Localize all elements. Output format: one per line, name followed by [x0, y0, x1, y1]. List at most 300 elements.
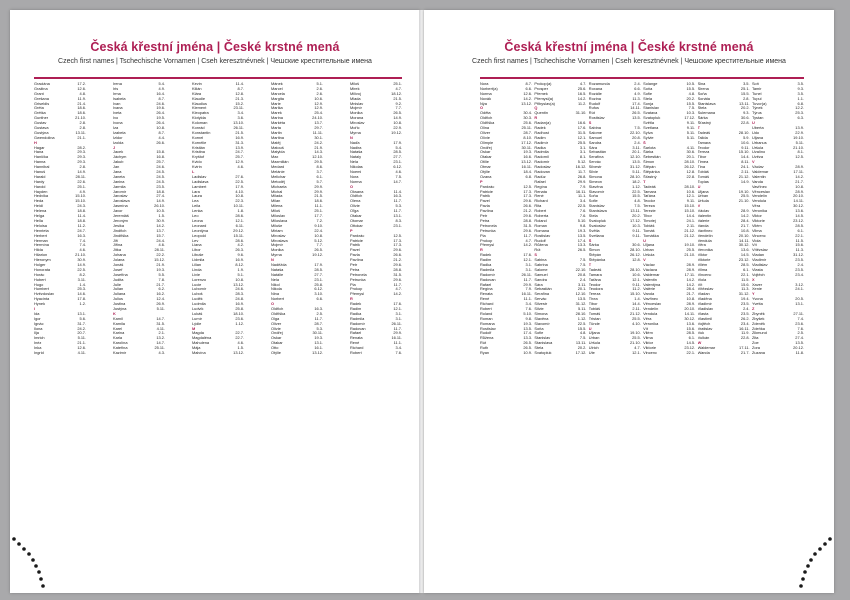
nameday-date: 28.10. — [629, 267, 641, 272]
name-text: Michal — [271, 189, 283, 194]
name-text: Štěpánka — [588, 258, 606, 263]
name-text: Irena — [113, 82, 122, 86]
nameday-date: 7.6. — [579, 214, 587, 219]
nameday-date: 19.3. — [314, 336, 323, 341]
nameday-date: 8.12. — [235, 262, 244, 267]
name-text: Leila — [192, 204, 201, 209]
name-text: Leo — [192, 214, 199, 219]
nameday-date: 12.5. — [523, 184, 532, 189]
name-entry — [698, 351, 750, 356]
nameday-date: 14.5. — [686, 341, 696, 346]
name-text: Přibyslav(a) — [534, 101, 555, 106]
nameday-date: 7.6. — [525, 306, 532, 311]
name-text: Nikola — [271, 287, 282, 292]
name-text: Kateřina — [113, 346, 128, 351]
nameday-date: 7.5. — [579, 258, 587, 263]
nameday-date: 21.9. — [156, 262, 165, 267]
name-text: Jaromír — [113, 189, 127, 194]
name-text: Heda — [34, 199, 44, 204]
nameday-date: 12.10. — [312, 155, 323, 160]
nameday-date: 12.1. — [686, 194, 696, 199]
nameday-date: 24.8. — [235, 297, 244, 302]
name-text: Vavřinec — [751, 184, 767, 189]
name-text: X — [751, 277, 755, 282]
nameday-date: 15.2. — [235, 101, 244, 106]
name-text: Uvalíno — [751, 150, 766, 155]
nameday-date: 3.11. — [578, 282, 587, 287]
name-text: Petr — [350, 262, 358, 267]
nameday-date: 8.10. — [523, 135, 532, 140]
nameday-date: 5.4. — [158, 82, 165, 86]
name-text: Stanislav — [588, 204, 605, 209]
name-text: Julie — [113, 282, 122, 287]
nameday-date: 10.8. — [686, 297, 696, 302]
name-text: Martina — [271, 135, 284, 140]
nameday-date: 30.6. — [686, 150, 696, 155]
nameday-date: 26.6. — [156, 140, 165, 145]
name-text: Roman — [480, 316, 493, 321]
nameday-date: 18.8. — [156, 189, 165, 194]
name-text: Oksana — [350, 189, 364, 194]
nameday-date: 14.2. — [393, 292, 402, 297]
name-text: Judita — [113, 277, 124, 282]
nameday-date: 21.5. — [314, 194, 323, 199]
nameday-date: 14.5. — [740, 253, 750, 258]
nameday-date: 31.7. — [77, 321, 86, 326]
name-text: Petr — [480, 214, 488, 219]
nameday-date: 14.11. — [739, 238, 750, 243]
nameday-date: 15.10. — [75, 199, 86, 204]
nameday-date: 13.9. — [235, 145, 244, 150]
nameday-date: 7.9. — [525, 287, 532, 292]
nameday-date: 18.12. — [391, 91, 402, 96]
name-text: Jaroslav — [113, 194, 128, 199]
nameday-date: 12.9. — [235, 160, 244, 165]
nameday-date: 14.4. — [632, 302, 641, 307]
nameday-date: 14.5. — [795, 214, 804, 219]
nameday-date: 5.5. — [158, 272, 165, 277]
name-text: Silvestr — [534, 302, 548, 307]
name-text: Jana — [113, 170, 122, 175]
name-text: Justina — [113, 302, 126, 307]
name-text: Hieronym — [34, 258, 51, 263]
name-text: Mirek — [350, 86, 360, 91]
name-text: Inéz — [34, 341, 42, 346]
name-text: Vincenc — [643, 350, 657, 355]
name-text: Zikmund — [751, 331, 767, 336]
name-text: H — [34, 140, 37, 145]
name-text: Šimon — [588, 248, 600, 253]
nameday-date: 22.7. — [235, 336, 244, 341]
name-text: Norma — [480, 91, 492, 96]
name-text: T — [697, 126, 700, 131]
name-text: Grétka — [34, 111, 46, 116]
name-text: Naďa — [350, 140, 360, 145]
nameday-date: 13.5. — [632, 160, 641, 165]
nameday-date: 31.10. — [575, 111, 587, 116]
nameday-date: 13.6. — [740, 248, 750, 253]
nameday-date: 27.7. — [393, 155, 402, 160]
name-text: Livie — [192, 272, 201, 277]
name-text: Prokop — [480, 238, 493, 243]
name-text: Monika — [271, 248, 284, 253]
nameday-date: 16.9. — [235, 302, 244, 307]
name-text: Šťastný — [643, 174, 657, 179]
name-text: Simeon — [588, 179, 602, 184]
name-text: Markéta — [271, 121, 286, 126]
name-text: Nataša — [350, 150, 363, 155]
nameday-date: 28.10. — [575, 311, 587, 316]
name-text: Veronika — [751, 209, 768, 214]
nameday-date: 4.9. — [634, 91, 641, 96]
nameday-date: 5.1. — [237, 272, 244, 277]
nameday-date: 21.2. — [393, 258, 402, 263]
nameday-date: 6.8. — [525, 174, 532, 179]
nameday-date: 12.1. — [632, 350, 641, 355]
name-text: P — [480, 179, 483, 184]
name-text: Xaver — [751, 282, 763, 287]
left-page — [10, 10, 420, 593]
nameday-date: 12.9. — [314, 106, 323, 111]
name-text: Viktor — [643, 341, 654, 346]
nameday-date: 12.1. — [235, 218, 244, 223]
name-text: Samuel — [588, 135, 602, 140]
nameday-date: 25.7. — [235, 155, 244, 160]
nameday-date: 20.7. — [77, 331, 86, 336]
nameday-date: 21.12. — [738, 174, 750, 179]
nameday-date: 1.4. — [634, 297, 641, 302]
nameday-date: 16.9. — [235, 258, 244, 263]
name-text: Gréta — [34, 106, 44, 111]
nameday-date: 10.6. — [314, 96, 323, 101]
nameday-date: 3.1. — [395, 311, 402, 316]
name-text: Šťastný — [697, 121, 711, 126]
name-text: P — [350, 228, 353, 233]
name-text: Lýdie — [192, 321, 202, 326]
nameday-date: 10.8. — [393, 121, 402, 126]
nameday-date: 29.6. — [393, 248, 402, 253]
name-text: Otýlie — [480, 170, 490, 175]
nameday-date: 24.5. — [156, 179, 165, 184]
name-text: Štěpán — [588, 253, 602, 258]
name-text: Stela — [588, 214, 598, 219]
nameday-date: 4.9. — [158, 86, 165, 91]
nameday-date: 11.2. — [632, 287, 641, 292]
name-text: Tobiáš — [588, 306, 601, 311]
name-text: Kamil — [113, 316, 123, 321]
name-text: Imrich — [34, 336, 45, 341]
nameday-date: 3.12. — [795, 282, 804, 287]
name-text: Jitka — [113, 248, 121, 253]
name-text: Helena — [34, 209, 47, 214]
nameday-date: 17.3. — [523, 194, 532, 199]
name-text: S — [534, 253, 537, 258]
name-text: Tibor — [588, 302, 598, 307]
name-text: Mlada — [350, 96, 361, 101]
nameday-date: 8.3. — [395, 218, 402, 223]
name-text: Ida — [34, 311, 40, 316]
nameday-date: 22.2. — [156, 253, 165, 258]
name-text: Hugo — [34, 282, 44, 287]
nameday-date: 21.7. — [686, 292, 696, 297]
nameday-date: 20.12. — [793, 346, 804, 351]
name-text: Tupul — [751, 96, 762, 101]
name-text: Oliver — [480, 130, 491, 135]
nameday-date: 23.4. — [795, 272, 804, 277]
nameday-date: 22.5. — [77, 267, 86, 272]
name-text: Gunther — [34, 116, 49, 121]
name-text: Urban — [643, 248, 654, 253]
name-text: Stela — [643, 96, 653, 101]
name-text: Nina — [271, 292, 280, 297]
nameday-date: 29.9. — [577, 179, 587, 184]
nameday-date: 3.1. — [395, 316, 402, 321]
nameday-date: 21.7. — [740, 350, 750, 355]
nameday-date: 1.12. — [235, 321, 244, 326]
nameday-date: 5.11. — [632, 170, 641, 175]
name-text: Samuel — [534, 272, 548, 277]
nameday-date: 16.11. — [521, 165, 532, 170]
name-text: Solange — [643, 82, 658, 86]
name-text: Gustýna — [34, 130, 49, 135]
name-text: Terezie — [643, 209, 656, 214]
nameday-date: 8.1. — [797, 150, 804, 155]
name-text: Tamara — [588, 272, 602, 277]
name-text: Hana — [34, 150, 44, 155]
nameday-date: 5.11. — [686, 130, 696, 135]
nameday-date: 4.10. — [235, 189, 244, 194]
name-text: Rozamunda — [588, 82, 610, 86]
nameday-date: 21.12. — [684, 228, 696, 233]
nameday-date: 23.5. — [795, 258, 804, 263]
name-text: Hanuš — [34, 170, 46, 175]
nameday-date: 17.11. — [793, 170, 804, 175]
name-text: Roman — [534, 223, 547, 228]
name-text: Tibor — [697, 155, 707, 160]
name-text: Jaroslava — [113, 199, 130, 204]
nameday-date: 29.9. — [314, 189, 323, 194]
name-entry — [643, 351, 695, 356]
nameday-date: 20.1. — [632, 150, 641, 155]
nameday-date: 24.1. — [795, 287, 804, 292]
name-text: Janina — [113, 179, 125, 184]
nameday-date: 7.6. — [395, 350, 402, 355]
name-text: Lev — [192, 238, 199, 243]
name-text: Koloman — [192, 121, 208, 126]
name-text: Václav — [751, 165, 764, 170]
name-text: Julius — [113, 297, 123, 302]
nameday-date: 10.3. — [632, 223, 641, 228]
name-text: Tereza — [643, 204, 655, 209]
name-text: Jonáš — [113, 262, 124, 267]
name-text: Radek — [350, 302, 362, 307]
nameday-date: 8.1. — [579, 155, 587, 160]
nameday-date: 22.5. — [632, 189, 641, 194]
nameday-date: 14.7. — [393, 179, 402, 184]
name-column — [589, 82, 641, 581]
nameday-date: 7.8. — [158, 277, 165, 282]
nameday-date: 3.11. — [77, 277, 86, 282]
name-text: Vladan — [751, 253, 765, 258]
binding-holes-left — [10, 530, 70, 593]
name-text: Grant — [34, 91, 44, 96]
nameday-date: 22.9. — [393, 126, 402, 131]
nameday-date: 30.11. — [312, 331, 323, 336]
name-text: Romana — [534, 228, 550, 233]
name-text: Roland — [534, 218, 547, 223]
nameday-date: 29.12. — [233, 228, 244, 233]
name-text: Urban — [697, 194, 709, 199]
name-text: Rudolf — [588, 101, 601, 106]
name-text: Ondřej — [271, 331, 283, 336]
name-text: Melánie — [271, 170, 285, 175]
name-text: Radimír — [534, 140, 549, 145]
name-entry — [534, 351, 586, 356]
nameday-date: 16.2. — [156, 292, 165, 297]
name-text: Rita — [534, 204, 542, 209]
nameday-date: 29.6. — [523, 228, 532, 233]
name-text: Vavřinec — [697, 228, 713, 233]
name-text: Nadira — [350, 145, 362, 150]
name-text: Jan — [113, 165, 120, 170]
nameday-date: 11.7. — [393, 199, 402, 204]
name-text: Hilarion — [34, 253, 48, 258]
name-text: K — [113, 311, 116, 316]
nameday-date: 28.4. — [740, 218, 750, 223]
nameday-date: 1.12. — [632, 184, 641, 189]
nameday-date: 2.8. — [79, 165, 86, 170]
name-text: Vratislav — [697, 326, 713, 331]
nameday-date: 1.9. — [237, 267, 244, 272]
name-text: Miloslava — [271, 218, 288, 223]
nameday-date: 14.11. — [630, 106, 641, 111]
nameday-date: 19.10. — [793, 135, 804, 140]
nameday-date: 3.4. — [237, 111, 244, 116]
name-text: Otakar — [271, 341, 283, 346]
nameday-date: 13.3. — [523, 336, 532, 341]
name-text: Rozina — [588, 96, 601, 101]
nameday-date: 20.2. — [577, 346, 587, 351]
nameday-date: 5.12. — [314, 238, 323, 243]
name-text: Kristina — [192, 150, 205, 155]
name-text: Radomír — [480, 272, 495, 277]
nameday-date: 21.7. — [740, 223, 750, 228]
nameday-date: 12.10. — [575, 292, 587, 297]
nameday-date: 9.8. — [579, 223, 587, 228]
name-text: Tibor — [643, 214, 652, 219]
name-text: Sára — [588, 145, 597, 150]
nameday-date: 21.7. — [795, 179, 804, 184]
nameday-date: 15.11. — [233, 233, 244, 238]
nameday-date: 13.11. — [75, 130, 86, 135]
name-text: Harald — [34, 174, 46, 179]
nameday-date: 4.7. — [395, 86, 402, 91]
name-text: Sára — [534, 282, 543, 287]
nameday-date: 21.10. — [75, 116, 86, 121]
nameday-date: 12.6. — [77, 86, 86, 91]
nameday-date: 26.2. — [740, 316, 750, 321]
name-text: Soňa — [588, 194, 598, 199]
name-text: Leopold — [192, 233, 206, 238]
name-text: V — [751, 160, 755, 165]
name-text: Lucie — [192, 282, 202, 287]
nameday-date: 13.6. — [795, 209, 804, 214]
nameday-date: 17.9. — [235, 184, 244, 189]
name-text: Linda — [192, 267, 202, 272]
name-text: Rafael — [480, 282, 492, 287]
nameday-date: 5.12. — [577, 160, 587, 165]
nameday-date: 4.6. — [79, 248, 86, 253]
name-text: Nela — [271, 277, 280, 282]
nameday-date: 29.3. — [77, 160, 86, 165]
name-text: Hilda — [34, 248, 43, 253]
nameday-date: 7.5. — [395, 174, 402, 179]
nameday-date: 14.11. — [793, 199, 804, 204]
name-text: Romana — [480, 321, 495, 326]
nameday-date: 28.5. — [795, 223, 804, 228]
name-text: René — [534, 194, 544, 199]
name-text: Tina — [697, 165, 705, 170]
name-text: Vítězslav — [697, 287, 714, 292]
name-text: Sabina — [534, 258, 547, 263]
name-text: Petra — [350, 267, 360, 272]
nameday-date: 28.11. — [154, 248, 165, 253]
nameday-date: 12.8. — [686, 170, 696, 175]
name-text: Soňa — [643, 86, 653, 91]
nameday-date: 24.1. — [740, 165, 750, 170]
name-text: Zdeněk — [751, 321, 765, 326]
name-text: Vladislav — [751, 262, 768, 267]
name-text: Valdemar — [643, 272, 660, 277]
nameday-date: 11.3. — [741, 287, 750, 292]
name-text: Štěpán — [643, 165, 656, 170]
nameday-date: 12.8. — [632, 258, 641, 263]
nameday-date: 3.5. — [797, 91, 804, 96]
nameday-date: 27.11. — [793, 311, 804, 316]
nameday-date: 13.11. — [575, 341, 587, 346]
nameday-date: 4.6. — [395, 170, 402, 175]
name-text: Jolana — [113, 258, 125, 263]
name-text: Konstantin — [192, 130, 211, 135]
name-text: Roberta — [534, 214, 549, 219]
name-text: Viktorie — [751, 218, 765, 223]
name-column — [192, 82, 244, 581]
name-text: Vanda — [643, 292, 655, 297]
name-entry — [589, 351, 641, 356]
nameday-date: 18.4. — [523, 170, 532, 175]
nameday-date: 26.5. — [523, 341, 532, 346]
name-text: Otmar — [480, 165, 491, 170]
nameday-date: 19.3. — [156, 267, 165, 272]
name-text: Pavlína — [350, 258, 363, 263]
name-text: Stanislav — [534, 336, 551, 341]
name-text: Ludmila — [192, 302, 206, 307]
name-text: Taťána — [588, 277, 601, 282]
nameday-date: 21.5. — [235, 130, 244, 135]
name-text: Jeremiáš — [113, 214, 129, 219]
name-text: Jindřich — [113, 228, 127, 233]
name-text: Radim — [480, 258, 492, 263]
nameday-date: 5.3. — [395, 204, 402, 209]
name-text: Roxana — [588, 86, 603, 91]
name-text: Patrik — [350, 243, 360, 248]
name-text: Iris — [113, 86, 119, 91]
nameday-date: 11.7. — [578, 170, 587, 175]
nameday-date: 14.6. — [77, 292, 86, 297]
nameday-date: 21.10. — [629, 341, 641, 346]
nameday-date: 27.7. — [314, 272, 323, 277]
nameday-date: 9.11. — [632, 233, 641, 238]
